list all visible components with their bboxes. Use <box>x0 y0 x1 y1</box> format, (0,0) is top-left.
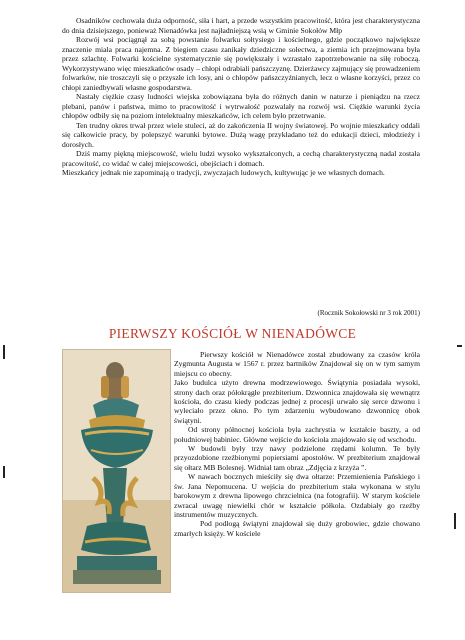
paragraph: Rozwój wsi pociągnął za sobą powstanie folwarku sołtysiego i kościelnego, gdzie początkowo największe znaczenie miała praca najemna. Z biegiem czasu zanikały dziedziczne sołectwa, a ziemia ich przejmowana była przez szlachtę. Folwarki kościelne systematycznie się powiększały i wzrastało zapotrzebowanie na siłę roboczą. Wykorzystywano więc mieszkańców osady – chłopi odrabiali pańszczyznę. Dzierżawcy zajmujący się prowadzeniem folwarków, nie troszczyli się o przyszłe ich losy, ani o chłopów pańszczyźnianych, lecz o własne korzyści, przez co chłopi zaniedbywali własne gospodarstwa. <box>62 35 420 92</box>
paragraph: Ten trudny okres trwał przez wiele stuleci, aż do zakończenia II wojny światowej. Po wojnie mieszkańcy oddali się całkowicie pracy, by polepszyć warunki bytowe. Dużą wagę przykładano też do edukacji dzieci, młodzieży i dorosłych. <box>62 120 420 149</box>
paragraph: Jako budulca użyto drewna modrzewiowego. Świątynia posiadała wysoki, strony dach oraz półokrągłe prezbiterium. Dzwonnica znajdowała się wewnątrz kościoła, do czasu kiedy podczas jednej z procesji urwało się serce dzwonu i wyleciało przez okno. Po tym zdarzeniu wybudowano dzwonnicę obok świątyni. <box>174 378 420 425</box>
scan-mark <box>3 345 5 359</box>
scan-mark <box>454 513 456 529</box>
paragraph: Dziś mamy piękną miejscowość, wielu ludzi wysoko wykształconych, a cechą charakterystyczną nadal została pracowitość, co widać w całej miejscowości, obejściach i domach. <box>62 149 420 168</box>
article-text <box>174 350 420 538</box>
scan-mark <box>457 345 462 347</box>
paragraph: Pod podłogą świątyni znajdował się duży grobowiec, gdzie chowano zmarłych księży. W kościele <box>174 519 420 538</box>
baptismal-font-photo <box>62 349 171 593</box>
paragraph: Od strony północnej kościoła była zachrystia w kształcie baszty, a od południowej babiniec. Główne wejście do kościoła znajdowało się od wschodu. <box>174 425 420 444</box>
paragraph: Nastały ciężkie czasy ludności wiejska zobowiązana była do różnych danin w naturze i pieniądzu na rzecz plebani, panów i państwa, mimo to pracowitość i wytrwałość pozwalały na rozwój wsi. Ciężkie warunki życia chłopów odbiły się na poziom intelektualny mieszkańców, ich celem było przetrwanie. <box>62 92 420 120</box>
baptismal-font-illustration <box>63 350 170 592</box>
paragraph: W budowli były trzy nawy podzielone rzędami kolumn. Te były przyozdobione rzeźbionymi popiersiami apostołów. W prezbiterium znajdował się ołtarz MB Bolesnej. Widniał tam obraz „Zdjęcia z krzyża ”. <box>174 444 420 472</box>
source-citation: (Rocznik Sokołowski nr 3 rok 2001) <box>317 309 420 317</box>
scan-mark <box>3 466 5 478</box>
paragraph: Mieszkańcy jednak nie zapominają o tradycji, zwyczajach ludowych, kultywując je we własnych domach. <box>62 168 385 177</box>
paragraph: W nawach bocznych mieściły się dwa ołtarze: Przemienienia Pańskiego i św. Jana Nepomucena. U wejścia do prezbiterium stała wykonana w stylu barokowym z drewna lipowego chrzcielnica (na fotografii). W starym kościele zwracał uwagę niewielki chór w kształcie półkola. Ozdabiały go rzeźby instrumentów muzycznych. <box>174 472 420 519</box>
intro-text <box>62 16 420 178</box>
paragraph: Pierwszy kościół w Nienadówce został zbudowany za czasów króla Zygmunta Augusta w 1567 r. przez bartników Znajdował się on w tym samym miejscu co obecny. <box>174 350 420 378</box>
paragraph: Osadników cechowała duża odporność, siła i hart, a przede wszystkim pracowitość, która jest charakterystyczna do dnia dzisiejszego, ponieważ Nienadówka jest najładniejszą wsią w Gminie Sokołów Młp <box>62 16 420 35</box>
article-headline: PIERWSZY KOŚCIÓŁ W NIENADÓWCE <box>108 326 357 341</box>
